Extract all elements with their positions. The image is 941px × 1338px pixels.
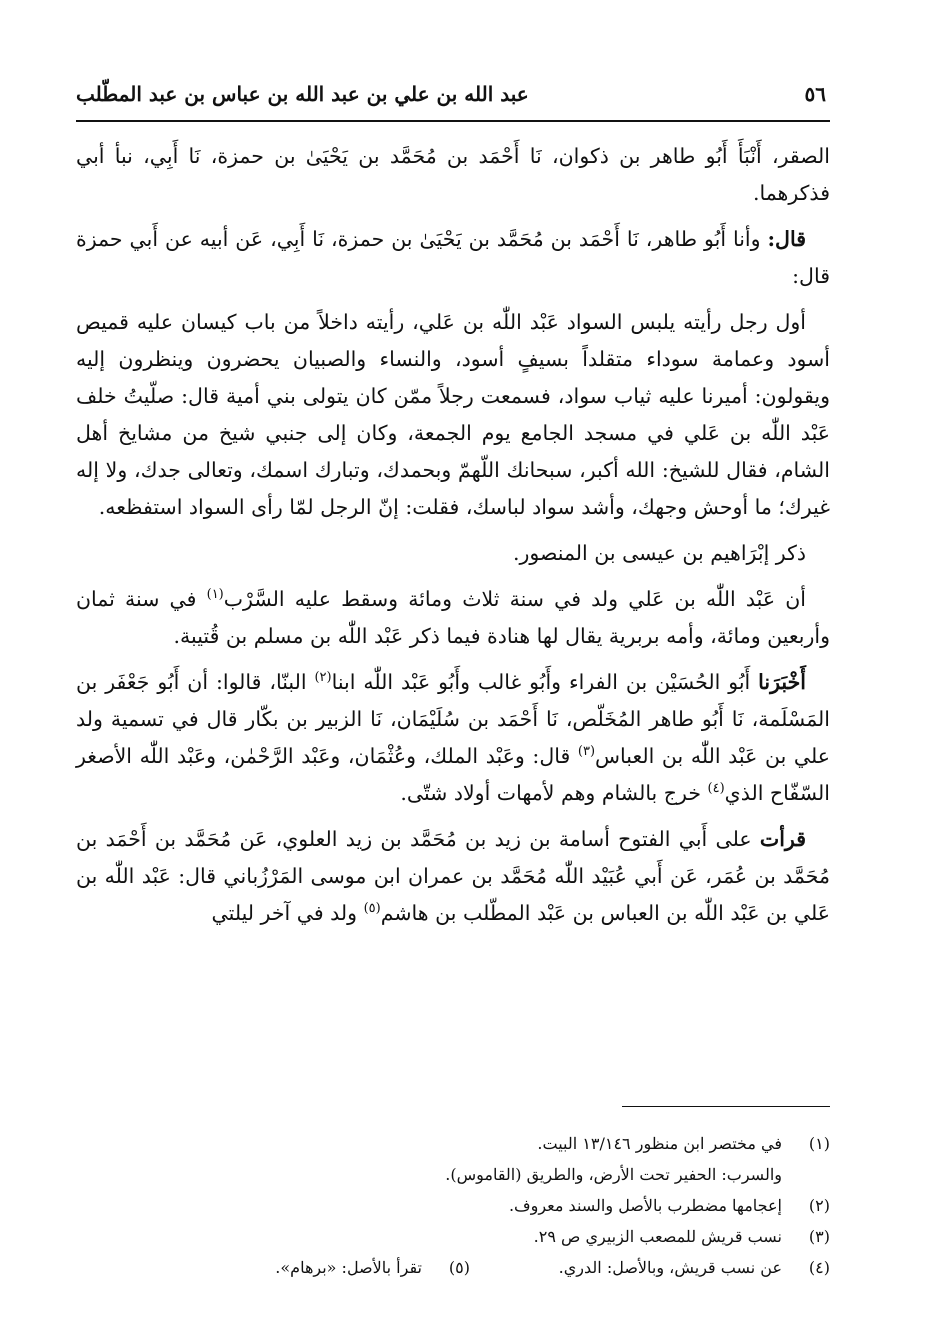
paragraph-3-text: أول رجل رأيته يلبس السواد عَبْد اللّٰه بن عَلي، رأيته داخلاً من باب كيسان عليه قميص أسود وعمامة سوداء متقلداً بسيفٍ أسود، والنساء والصبيان يحضرون وينظرون إليه ويقولون: أميرنا عليه ثياب سواد، فسمعت رجلاً ممّن كان يتولى بني أمية قال: صلّيتُ خلف عَبْد اللّٰه بن عَلي في مسجد الجامع يوم الجمعة، وكان إلى جنبي شيخ من مشايخ أهل الشام، فقال للشيخ: الله أكبر، سبحانك اللّهمّ وبحمدك، وتبارك اسمك، وتعالى جدك، ولا إله غيرك؛ ما أوحش وجهك، وأشد سواد لباسك، فقلت: إنّ الرجل لمّا رأى السواد استفظعه. [76,310,830,519]
footnote-2-text: إعجامها مضطرب بالأصل والسند معروف. [508,1196,782,1215]
footnote-4 [559,1252,830,1283]
footnote-5-number: (٥) [448,1258,470,1277]
footnote-ref-3: (٣) [577,744,596,760]
paragraph-6-lead: أَخْبَرَنا [758,670,806,694]
paragraph-6-text-b: البنّا، قالوا: أن أَبُو جَعْفَر بن المَسْلَمة، نَا أَبُو طاهر المُخَلّص، نَا أَحْمَد بن سُلَيْمَان، نَا الزبير بن بكّار قال في تسمية ولد علي بن عَبْد اللّٰه بن العباس [76,670,830,768]
footnote-1-text: في مختصر ابن منظور ١٣/١٤٦ البيت. [537,1134,782,1153]
footnote-4-number: (٤) [808,1258,830,1277]
paragraph-7 [76,821,830,932]
paragraph-7-text-b: ولد في آخر ليلتي [211,901,364,925]
paragraph-2 [76,221,830,295]
paragraph-2-text: وأنا أَبُو طاهر، نَا أَحْمَد بن مُحَمَّد بن يَحْيَىٰ بن حمزة، نَا أَبِي، عَن أبيه عن أَبي حمزة قال: [76,227,830,288]
footnote-1 [76,1128,830,1159]
footnote-2 [76,1190,830,1221]
footnote-3-text: نسب قريش للمصعب الزبيري ص ٢٩. [533,1227,782,1246]
paragraph-6 [76,664,830,812]
footnote-2-number: (٢) [808,1196,830,1215]
running-title: عبد الله بن علي بن عبد الله بن عباس بن عبد المطّلب [76,82,529,106]
paragraph-5 [76,581,830,655]
paragraph-1 [76,138,830,212]
paragraph-6-text-c: قال: وعَبْد الملك، وعُثْمَان، وعَبْد الرَّحْمٰن، وعَبْد اللّٰه الأصغر السّفّاح الذي [76,744,830,805]
paragraph-5-text-b: في سنة ثمان وأربعين ومائة، وأمه بربرية يقال لها هنادة فيما ذكر عَبْد اللّٰه بن مسلم بن قُتيبة. [76,587,830,648]
book-page [76,62,830,1322]
footnote-ref-1: (١) [206,587,224,603]
footnote-ref-2: (٢) [314,670,332,686]
footnote-rule [622,1106,830,1107]
paragraph-2-lead: قال: [767,227,806,251]
page-header [76,82,830,116]
paragraph-6-text-a: أَبُو الحُسَيْن بن الفراء وأَبُو غالب وأَبُو عَبْد اللّٰه ابنا [331,670,759,694]
paragraph-7-text-a: على أَبي الفتوح أسامة بن زيد بن مُحَمَّد بن زيد العلوي، عَن مُحَمَّد بن أَحْمَد بن مُحَمَّد بن عُمَر، عَن أَبي عُبَيْد اللّٰه مُحَمَّد بن عمران ابن موسى المَرْزُباني قال: عَبْد اللّٰه بن عَلي بن عَبْد اللّٰه بن العباس بن عَبْد المطّلب بن هاشم [76,827,830,925]
footnotes [76,1128,830,1283]
footnote-ref-5: (٥) [363,901,381,917]
paragraph-4 [76,535,830,572]
footnote-row-4-5 [76,1252,830,1283]
footnote-5-text: تقرأ بالأصل: «برهام». [275,1258,422,1277]
main-text [76,138,830,941]
paragraph-1-text: الصقر، أَنْبَأَ أَبُو طاهر بن ذكوان، نَا أَحْمَد بن مُحَمَّد بن يَحْيَىٰ بن حمزة، نَا أَبِي، نبأ أبي فذكرهما. [76,144,830,205]
footnote-ref-4: (٤) [707,781,725,797]
footnote-5 [275,1252,470,1283]
paragraph-7-lead: قرأت [759,827,806,851]
page-number: ٥٦ [804,82,826,106]
footnote-1-number: (١) [808,1134,830,1153]
footnote-4-text: عن نسب قريش، وبالأصل: الدري. [558,1258,782,1277]
paragraph-5-text-a: أن عَبْد اللّٰه بن عَلي ولد في سنة ثلاث ومائة وسقط عليه السَّرْب [223,587,806,611]
paragraph-6-text-d: خرج بالشام وهم لأمهات أولاد شتّى. [400,781,708,805]
footnote-3-number: (٣) [808,1227,830,1246]
paragraph-3 [76,304,830,526]
header-rule [76,120,830,122]
footnote-3 [76,1221,830,1252]
footnote-1-continuation: والسرب: الحفير تحت الأرض، والطريق (القاموس). [445,1165,782,1184]
paragraph-4-text: ذكر إبْرَاهيم بن عيسى بن المنصور. [512,541,806,565]
